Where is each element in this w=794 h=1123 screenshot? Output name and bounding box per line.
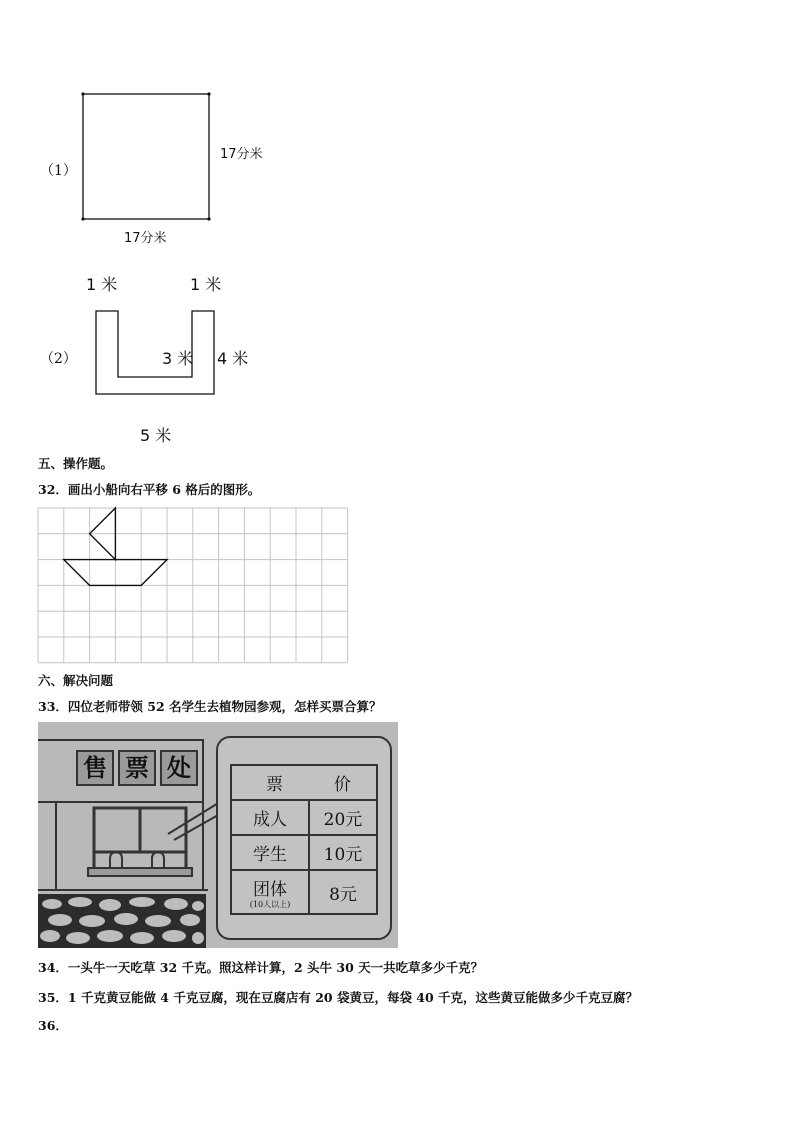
u-inner-height-label: 3 米 (162, 349, 194, 368)
section-6-title: 六、解决问题 (38, 673, 114, 688)
ticket-office-photo (38, 722, 398, 948)
question-34: 34．一头牛一天吃草 32 千克。照这样计算，2 头牛 30 天一共吃草多少千克？ (38, 960, 484, 975)
question-36: 36． (38, 1018, 68, 1033)
u-outer-height-label: 4 米 (217, 349, 249, 368)
u-bottom-width-label: 5 米 (140, 426, 172, 445)
ticket-price: 8元 (309, 870, 377, 914)
price-row-student (231, 835, 377, 870)
header-piao: 票 (266, 775, 283, 795)
price-header-row (231, 765, 377, 800)
square-right-side-label: 17分米 (220, 147, 263, 162)
sign-char-2: 票 (118, 750, 156, 786)
u-top-left-label: 1 米 (86, 275, 118, 294)
price-table (230, 764, 378, 915)
section-5-title: 五、操作题。 (38, 456, 114, 471)
ticket-type: 团体 (253, 880, 287, 900)
price-board (216, 736, 392, 940)
price-row-adult (231, 800, 377, 835)
ticket-type-note: (10人以上) (249, 900, 291, 909)
question-32: 32．画出小船向右平移 6 格后的图形。 (38, 482, 261, 497)
price-row-group (231, 870, 377, 914)
ticket-type: 学生 (231, 835, 309, 870)
u-top-right-label: 1 米 (190, 275, 222, 294)
sign-char-1: 售 (76, 750, 114, 786)
question-33: 33．四位老师带领 52 名学生去植物园参观，怎样买票合算？ (38, 699, 382, 714)
square-bottom-side-label: 17分米 (124, 231, 167, 246)
ticket-price: 10元 (309, 835, 377, 870)
figure-2-label: （2） (40, 351, 77, 367)
ticket-price: 20元 (309, 800, 377, 835)
boat-grid (38, 508, 348, 663)
header-jia: 价 (333, 775, 351, 795)
question-35: 35．1 千克黄豆能做 4 千克豆腐，现在豆腐店有 20 袋黄豆，每袋 40 千克，这些黄豆能做多少千克豆腐？ (38, 990, 639, 1005)
u-shape-figure (0, 0, 794, 420)
ticket-type: 成人 (231, 800, 309, 835)
figure-1-label: （1） (40, 163, 77, 179)
sign-char-3: 处 (160, 750, 198, 786)
